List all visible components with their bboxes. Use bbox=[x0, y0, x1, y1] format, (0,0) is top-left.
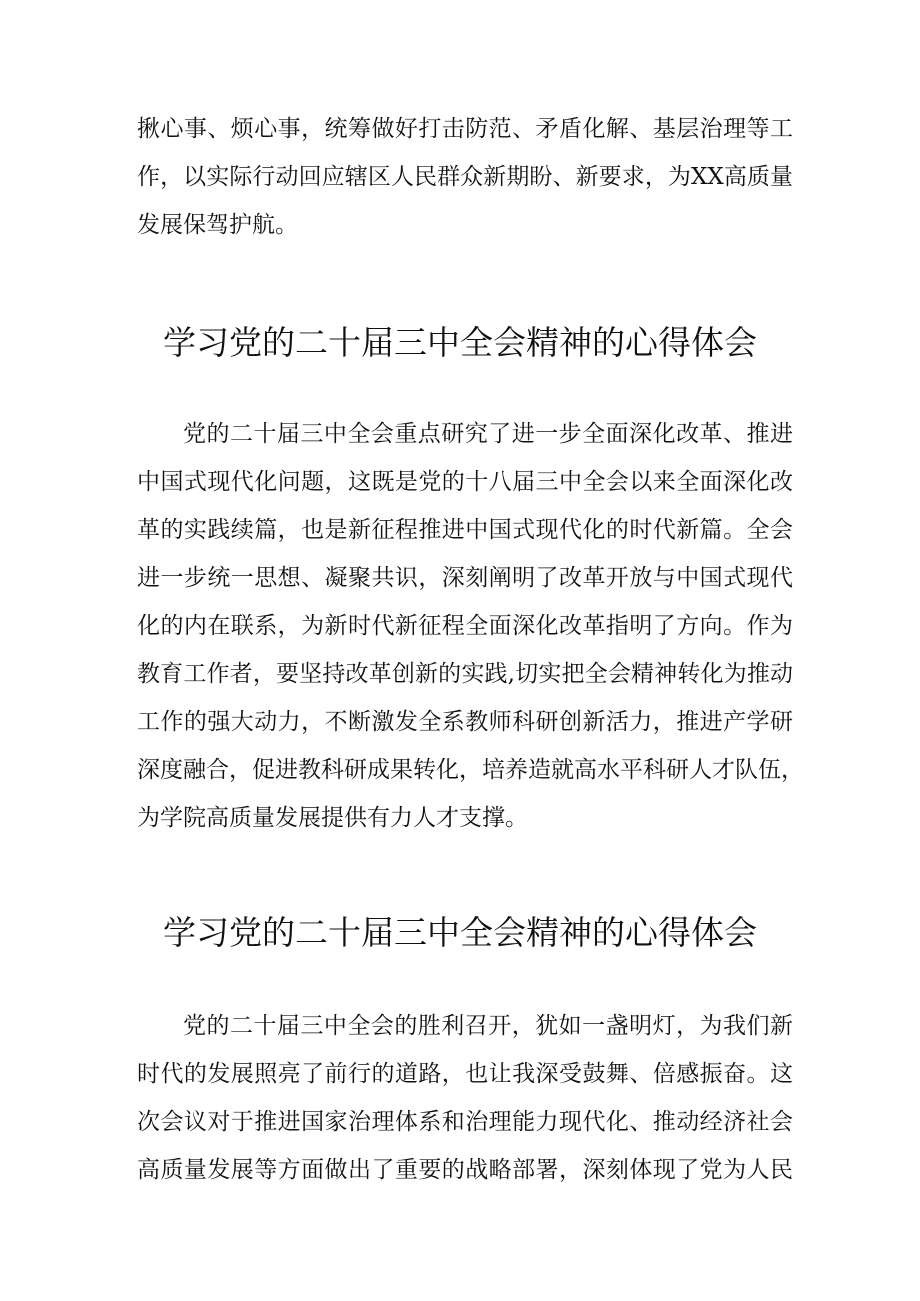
paragraph-line: 中国式现代化问题，这既是党的十八届三中全会以来全面深化改 bbox=[137, 469, 793, 495]
paragraph-line: 揪心事、烦心事，统筹做好打击防范、矛盾化解、基层治理等工 bbox=[137, 116, 793, 142]
paragraph-line: 为学院高质量发展提供有力人才支撑。 bbox=[137, 805, 528, 831]
paragraph-line: 深度融合，促进教科研成果转化，培养造就高水平科研人才队伍， bbox=[137, 757, 804, 783]
paragraph-line: 教育工作者，要坚持改革创新的实践,切实把全会精神转化为推动 bbox=[137, 661, 793, 687]
paragraph-line: 党的二十届三中全会重点研究了进一步全面深化改革、推进 bbox=[183, 421, 793, 447]
essay-1-title: 学习党的二十届三中全会精神的心得体会 bbox=[163, 323, 757, 362]
essay-2-body bbox=[137, 1002, 793, 1194]
paragraph-line: 作，以实际行动回应辖区人民群众新期盼、新要求，为XX高质量 bbox=[137, 164, 793, 190]
paragraph-line: 党的二十届三中全会的胜利召开，犹如一盏明灯，为我们新 bbox=[183, 1013, 793, 1039]
continuation-paragraph bbox=[137, 105, 793, 249]
paragraph-line: 工作的强大动力，不断激发全系教师科研创新活力，推进产学研 bbox=[137, 709, 793, 735]
paragraph-line: 化的内在联系，为新时代新征程全面深化改革指明了方向。作为 bbox=[137, 613, 793, 639]
essay-1-body bbox=[137, 410, 804, 842]
essay-2-title: 学习党的二十届三中全会精神的心得体会 bbox=[163, 913, 757, 952]
paragraph-line: 次会议对于推进国家治理体系和治理能力现代化、推动经济社会 bbox=[137, 1109, 793, 1135]
paragraph-line: 时代的发展照亮了前行的道路，也让我深受鼓舞、倍感振奋。这 bbox=[137, 1061, 793, 1087]
paragraph-line: 发展保驾护航。 bbox=[137, 212, 298, 238]
paragraph-line: 革的实践续篇，也是新征程推进中国式现代化的时代新篇。全会 bbox=[137, 517, 793, 543]
paragraph-line: 进一步统一思想、凝聚共识，深刻阐明了改革开放与中国式现代 bbox=[137, 565, 793, 591]
paragraph-line: 高质量发展等方面做出了重要的战略部署，深刻体现了党为人民 bbox=[137, 1157, 793, 1183]
